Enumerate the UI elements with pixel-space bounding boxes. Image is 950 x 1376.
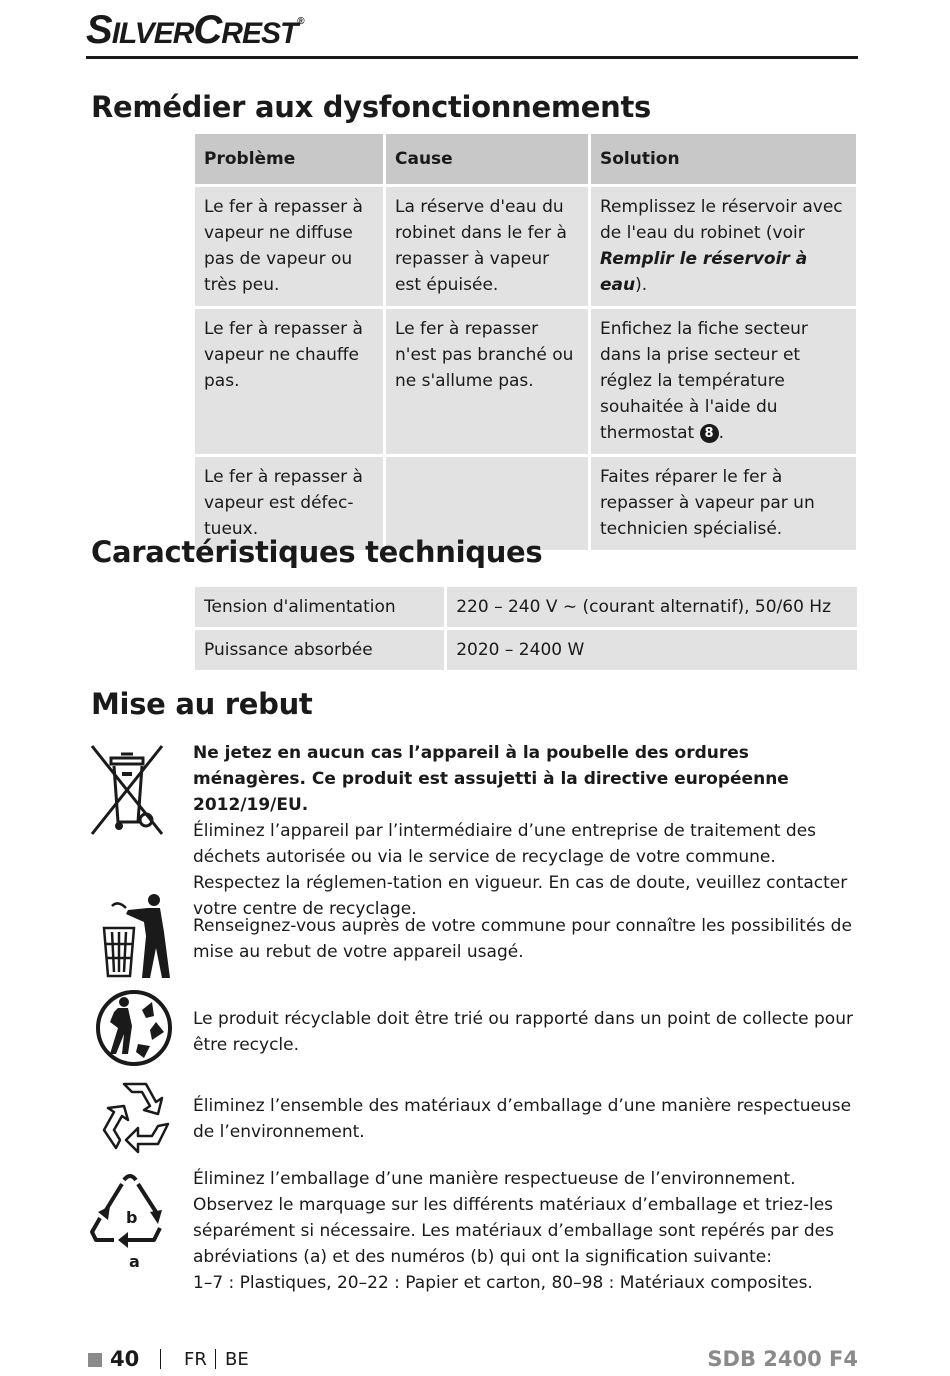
disposal-commune-info: Renseignez-vous auprès de votre commune pour connaître les possibilités de mise au rebut de votre appareil usagé.: [193, 916, 852, 962]
cell-solution: [591, 187, 856, 306]
thermostat-number-badge: 8: [700, 424, 719, 443]
footer-divider: [160, 1349, 161, 1369]
packaging-disposal-info: Éliminez l’ensemble des matériaux d’emballage d’une manière respectueuse de l’environnement.: [193, 1096, 852, 1142]
heading-specs: Caractéristiques techniques: [91, 535, 543, 569]
logo-rest: REST: [221, 17, 298, 50]
recyclable-product-info: Le produit récyclable doit être trié ou rapporté dans un point de collecte pour être recycle.: [193, 1009, 853, 1055]
solution-text-end: ).: [635, 275, 648, 295]
page-number: 40: [110, 1347, 140, 1371]
solution-text-end: .: [718, 423, 724, 443]
table-row: [195, 309, 856, 454]
header-problem: Problème: [195, 134, 383, 184]
cell-problem: Le fer à repasser à vapeur ne chauffe pas.: [195, 309, 383, 454]
cell-cause: La réserve d'eau du robinet dans le fer à repasser à vapeur est épuisée.: [386, 187, 588, 306]
solution-text: Enfichez la fiche secteur dans la prise secteur et réglez la température souhaitée à l'aide du thermostat: [600, 319, 808, 443]
recycling-arrows-icon: [94, 1078, 176, 1158]
logo-s: S: [86, 8, 112, 52]
language-code-fr: FR: [184, 1349, 207, 1370]
recycling-triangle-icon: [88, 1170, 174, 1271]
header-rule: [86, 56, 858, 59]
heading-disposal: Mise au rebut: [91, 687, 313, 721]
spec-label: Tension d'alimentation: [195, 587, 444, 627]
packaging-line-2: Observez le marquage sur les différents matériaux d’emballage et triez-les séparément si nécessaire. Les matériaux d’emballage sont repérés par des abréviations (a) et des numéros (b) qui ont la signification suivante:: [193, 1195, 834, 1267]
language-code-be: BE: [225, 1349, 249, 1370]
crossed-bin-icon: [90, 744, 164, 836]
header-solution: Solution: [591, 134, 856, 184]
label-a: a: [129, 1252, 140, 1271]
packaging-line-1: Éliminez l’emballage d’une manière respectueuse de l’environnement.: [193, 1169, 796, 1189]
solution-text: Remplissez le réservoir avec de l'eau du robinet (voir: [600, 197, 843, 243]
cell-cause: Le fer à repasser n'est pas branché ou ne s'allume pas.: [386, 309, 588, 454]
cell-problem: Le fer à repasser à vapeur ne diffuse pas de vapeur ou très peu.: [195, 187, 383, 306]
solution-reference: Remplir le réservoir à eau: [600, 249, 808, 295]
tidyman-bin-icon: [100, 892, 172, 982]
page-marker-square: [88, 1353, 102, 1367]
packaging-codes: 1–7 : Plastiques, 20–22 : Papier et carton, 80–98 : Matériaux composites.: [193, 1273, 813, 1293]
table-row: [195, 587, 857, 627]
table-row: [195, 187, 856, 306]
table-row: [195, 630, 857, 670]
label-b: b: [126, 1208, 138, 1227]
heading-troubleshooting: Remédier aux dysfonctionnements: [91, 90, 652, 124]
footer-divider: [215, 1349, 216, 1369]
header-cause: Cause: [386, 134, 588, 184]
specs-table: [192, 584, 860, 673]
table-header-row: [195, 134, 856, 184]
logo-registered: ®: [297, 16, 304, 27]
logo-c: C: [193, 8, 222, 52]
cell-solution: Faites réparer le fer à repasser à vapeur par un technicien spécialisé.: [591, 457, 856, 550]
packaging-marking-info: [193, 1166, 863, 1296]
model-number: SDB 2400 F4: [707, 1347, 858, 1371]
disposal-instructions: Éliminez l’appareil par l’intermédiaire d’une entreprise de traitement des déchets autorisée ou via le service de recyclage de votre commune. Respectez la réglemen-tation en vigueur. En cas de doute, veuillez contacter votre centre de recyclage.: [193, 821, 848, 919]
spec-value: 2020 – 2400 W: [447, 630, 857, 670]
disposal-warning: Ne jetez en aucun cas l’appareil à la poubelle des ordures ménagères. Ce produit est assujetti à la directive européenne 2012/19/EU.: [193, 743, 789, 815]
spec-label: Puissance absorbée: [195, 630, 444, 670]
triman-icon: [94, 988, 174, 1068]
page-footer: [86, 1344, 858, 1376]
logo-ilver: ILVER: [111, 17, 194, 50]
troubleshooting-table: [192, 131, 859, 553]
spec-value: 220 – 240 V ∼ (courant alternatif), 50/60 Hz: [447, 587, 857, 627]
cell-problem: Le fer à repasser à vapeur est défec-tueux.: [195, 457, 383, 550]
brand-logo: [86, 8, 304, 53]
cell-solution: [591, 309, 856, 454]
